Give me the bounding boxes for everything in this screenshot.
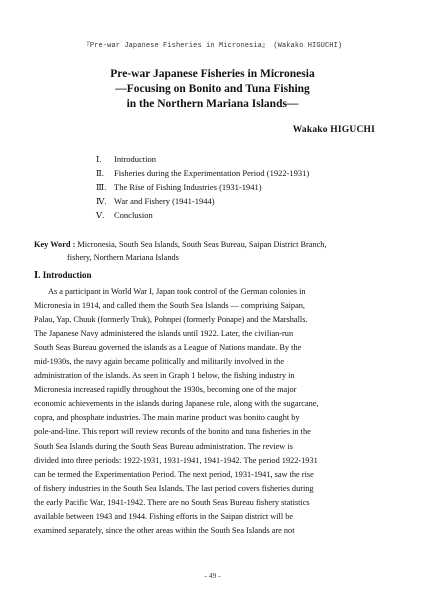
title-line-1: Pre-war Japanese Fisheries in Micronesia <box>110 68 315 80</box>
toc-item <box>96 194 309 208</box>
paragraph-line: Micronesia increased rapidly throughout the 1930s, becoming one of the major <box>34 385 297 395</box>
paragraph-line: South Seas Bureau governed the islands as a League of Nations mandate. By the <box>34 343 302 353</box>
keywords-line-1: Micronesia, South Sea Islands, South Seas Bureau, Saipan District Branch, <box>77 240 327 249</box>
paragraph-line: Micronesia in 1914, and called them the South Sea Islands — comprising Saipan, <box>34 301 305 311</box>
body-paragraph <box>34 285 396 538</box>
paragraph-line: The Japanese Navy administered the islands until 1922. Later, the civilian-run <box>34 329 294 339</box>
toc-text: War and Fishery (1941-1944) <box>114 196 215 206</box>
toc-number: Ⅲ. <box>96 182 107 192</box>
paragraph-line: pole-and-line. This report will review records of the bonito and tuna fisheries in the <box>34 427 311 437</box>
paragraph-line: copra, and phosphate industries. The main marine product was bonito caught by <box>34 413 300 423</box>
running-header: 『Pre-war Japanese Fisheries in Micronesia』 (Wakako HIGUCHI) <box>82 42 343 50</box>
toc-item <box>96 166 309 180</box>
toc-number: Ⅳ. <box>96 196 107 206</box>
toc-number: Ⅱ. <box>96 168 104 178</box>
paragraph-line: examined separately, since the other areas within the South Sea Islands are not <box>34 525 295 535</box>
toc-text: Introduction <box>114 154 157 164</box>
paragraph-line: South Sea Islands during the South Seas Bureau administration. The review is <box>34 441 293 451</box>
title-line-2: —Focusing on Bonito and Tuna Fishing <box>115 83 310 95</box>
paragraph-line: Palau, Yap, Chuuk (formerly Truk), Pohnpei (formerly Ponape) and the Marshalls. <box>34 315 308 325</box>
toc-number: Ⅰ. <box>96 154 102 164</box>
paragraph-line: divided into three periods: 1922-1931, 1931-1941, 1941-1942. The period 1922-1931 <box>34 455 318 465</box>
paragraph-line: As a participant in World War I, Japan took control of the German colonies in <box>48 287 306 296</box>
keywords-line-2: fishery, Northern Mariana Islands <box>67 253 179 262</box>
paragraph-line: available between 1943 and 1944. Fishing efforts in the Saipan district will be <box>34 511 294 521</box>
page-number: - 49 - <box>204 571 221 580</box>
paragraph-line: of fishery industries in the South Sea Islands. The last period covers fisheries during <box>34 483 314 493</box>
table-of-contents <box>96 152 309 222</box>
toc-item <box>96 152 309 166</box>
paragraph-line: economic achievements in the islands during Japanese rule, along with the sugarcane, <box>34 399 319 409</box>
paper-title <box>0 67 425 112</box>
title-line-3: in the Northern Mariana Islands— <box>126 98 299 110</box>
author-name: Wakako HIGUCHI <box>292 125 375 135</box>
paragraph-line: mid-1930s, the navy again became politically and militarily involved in the <box>34 357 284 367</box>
toc-text: Conclusion <box>114 210 153 220</box>
keywords-block <box>34 238 396 264</box>
paragraph-line: the early Pacific War, 1941-1942. There are no South Seas Bureau fishery statistics <box>34 497 310 507</box>
toc-text: Fisheries during the Experimentation Period (1922-1931) <box>114 168 310 178</box>
paragraph-line: administration of the islands. As seen in Graph 1 below, the fishing industry in <box>34 371 295 381</box>
keywords-label: Key Word : <box>34 240 76 249</box>
toc-item <box>96 208 309 222</box>
section-heading: Ⅰ. Introduction <box>34 270 92 280</box>
paragraph-line: can be termed the Experimentation Period. The next period, 1931-1941, saw the rise <box>34 469 314 479</box>
toc-item <box>96 180 309 194</box>
toc-number: Ⅴ. <box>96 210 105 220</box>
toc-text: The Rise of Fishing Industries (1931-1941) <box>114 182 262 192</box>
